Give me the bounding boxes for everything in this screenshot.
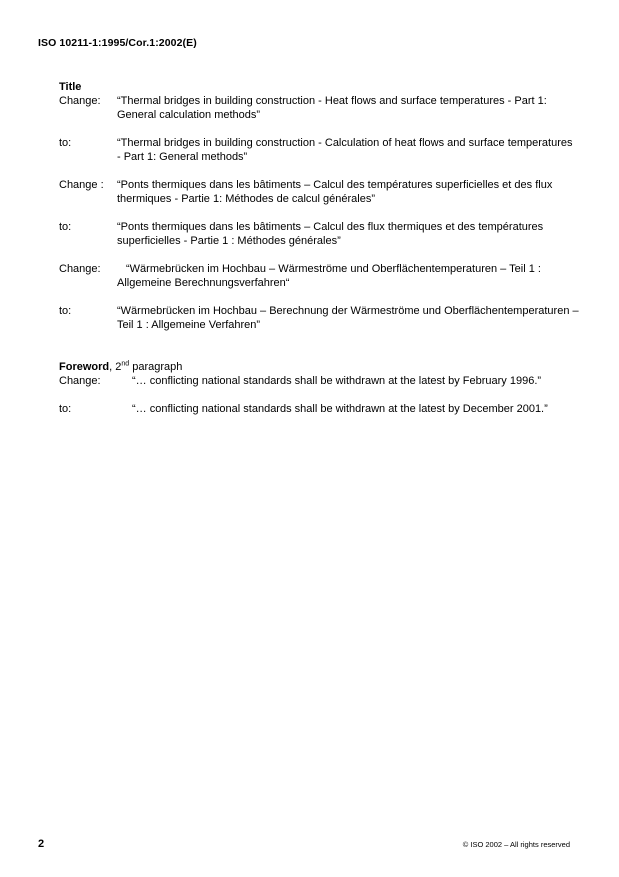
to-entry xyxy=(59,220,579,248)
entry-text: “Thermal bridges in building construction - Calculation of heat flows and surface temperatures - Part 1: General methods” xyxy=(117,137,573,163)
section-heading-foreword xyxy=(59,360,579,374)
copyright-notice: © ISO 2002 – All rights reserved xyxy=(462,840,570,849)
entry-text: “Wärmebrücken im Hochbau – Berechnung der Wärmeströme und Oberflächentemperaturen – Teil 1 : Allgemeine Verfahren” xyxy=(117,305,579,331)
entry-label: Change : xyxy=(59,179,104,191)
entry-text: “… conflicting national standards shall be withdrawn at the latest by February 1996.” xyxy=(132,375,542,387)
document-id: ISO 10211-1:1995/Cor.1:2002(E) xyxy=(38,37,197,49)
entry-text: “Wärmebrücken im Hochbau – Wärmeströme und Oberflächentemperaturen – Teil 1 : Allgemeine Berechnungsverfahren“ xyxy=(117,263,541,289)
foreword-heading-suffix: , 2 xyxy=(109,361,122,373)
foreword-heading: Foreword xyxy=(59,361,110,373)
entry-label: to: xyxy=(59,403,72,415)
entry-text: “… conflicting national standards shall be withdrawn at the latest by December 2001.” xyxy=(132,403,548,415)
entry-label: to: xyxy=(59,305,72,317)
entry-text: “Ponts thermiques dans les bâtiments – Calcul des flux thermiques et des températures superficielles - Partie 1 : Méthodes générales” xyxy=(117,221,544,247)
foreword-heading-sup: nd xyxy=(121,360,130,368)
document-body xyxy=(59,80,579,430)
change-entry xyxy=(59,178,579,206)
change-entry xyxy=(59,374,579,388)
to-entry xyxy=(59,304,579,332)
entry-label: Change: xyxy=(59,375,101,387)
foreword-heading-tail: paragraph xyxy=(129,361,183,373)
change-entry xyxy=(59,94,579,122)
entry-label: Change: xyxy=(59,95,101,107)
entry-text: “Ponts thermiques dans les bâtiments – Calcul des températures superficielles et des flux thermiques - Partie 1: Méthodes de calcul générales” xyxy=(117,179,553,205)
entry-label: Change: xyxy=(59,263,101,275)
page-number: 2 xyxy=(38,838,45,850)
entry-text: “Thermal bridges in building construction - Heat flows and surface temperatures - Part 1: General calculation methods” xyxy=(117,95,547,121)
section-heading-title: Title xyxy=(59,81,82,93)
change-entry xyxy=(59,262,579,290)
entry-label: to: xyxy=(59,137,72,149)
to-entry xyxy=(59,136,579,164)
to-entry xyxy=(59,402,579,416)
entry-label: to: xyxy=(59,221,72,233)
